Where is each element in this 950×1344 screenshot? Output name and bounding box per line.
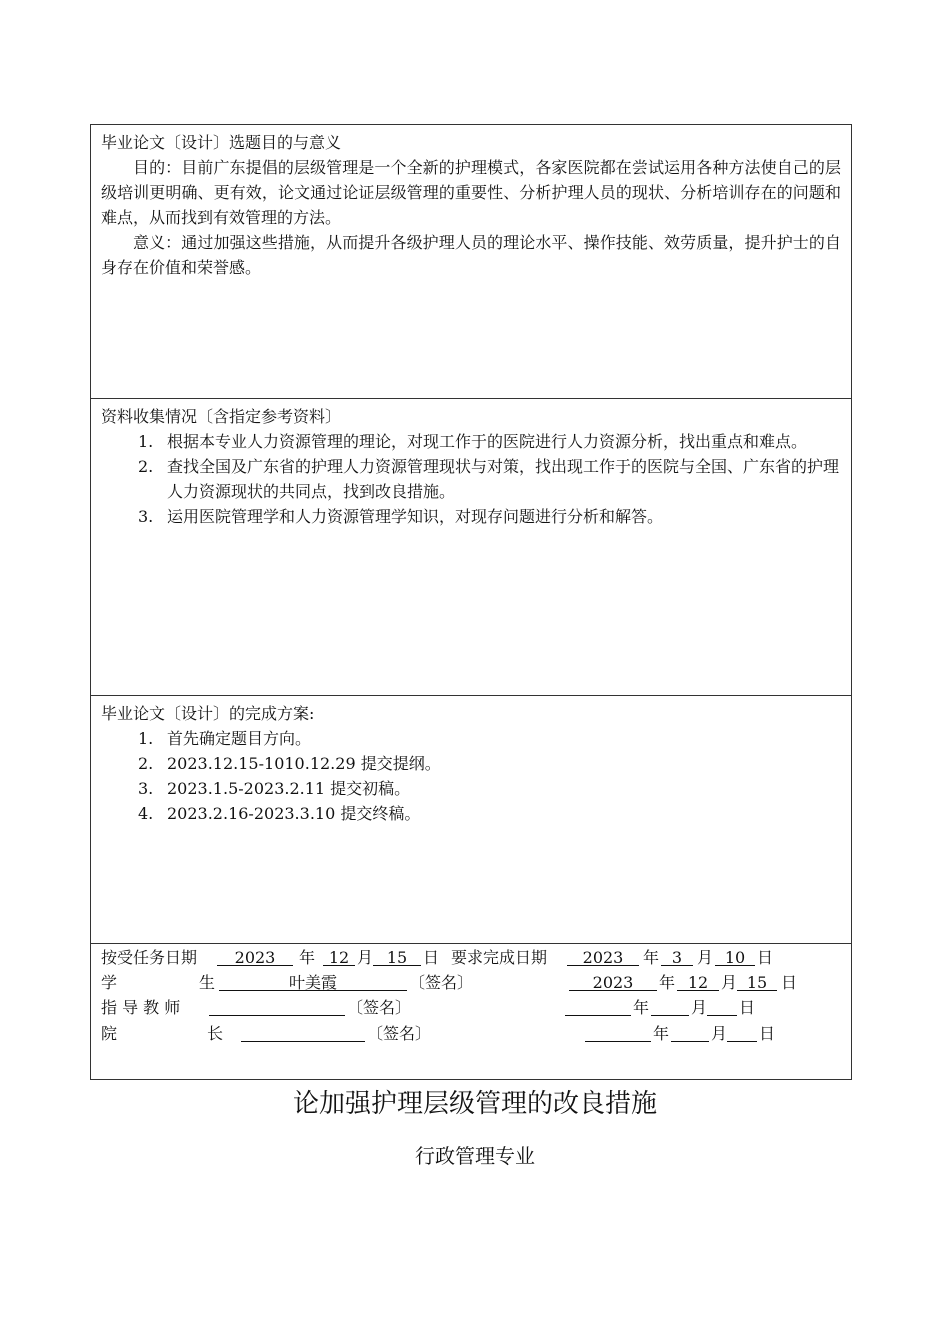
task-date-label: 按受任务日期 bbox=[101, 948, 198, 967]
student-row bbox=[101, 970, 841, 995]
year-unit: 年 bbox=[643, 948, 660, 967]
year-unit: 年 bbox=[299, 948, 316, 967]
list-item bbox=[101, 751, 841, 776]
task-year-field[interactable]: 2023 bbox=[217, 945, 293, 966]
significance-paragraph: 意义：通过加强这些措施，从而提升各级护理人员的理论水平、操作技能、效劳质量，提升护士的自身存在价值和荣誉感。 bbox=[101, 233, 841, 277]
list-text: 根据本专业人力资源管理的理论，对现工作于的医院进行人力资源分析，找出重点和难点。 bbox=[167, 432, 808, 451]
task-day-field[interactable]: 15 bbox=[373, 945, 421, 966]
year-unit: 年 bbox=[653, 1024, 670, 1043]
paper-title: 论加强护理层级管理的改良措施 bbox=[292, 1089, 657, 1119]
list-item bbox=[101, 776, 841, 801]
dean-label-first: 院 bbox=[101, 1024, 118, 1043]
due-year-field[interactable]: 2023 bbox=[567, 945, 639, 966]
day-unit: 日 bbox=[757, 948, 774, 967]
list-item bbox=[101, 504, 841, 529]
list-text: 2023.12.15-1010.12.29 提交提纲。 bbox=[167, 754, 441, 773]
list-number: 2. bbox=[138, 754, 154, 773]
day-unit: 日 bbox=[739, 998, 756, 1017]
dean-label-second: 长 bbox=[207, 1024, 224, 1043]
student-day-field[interactable]: 15 bbox=[737, 970, 777, 991]
day-unit: 日 bbox=[781, 973, 798, 992]
dean-row bbox=[101, 1021, 841, 1046]
signature-hint: 〔签名〕 bbox=[347, 998, 412, 1017]
list-number: 4. bbox=[138, 804, 154, 823]
advisor-signature-field[interactable] bbox=[209, 995, 345, 1016]
month-unit: 月 bbox=[357, 948, 374, 967]
list-item bbox=[101, 801, 841, 826]
plan-list bbox=[101, 726, 841, 826]
dean-year-field[interactable] bbox=[585, 1021, 651, 1042]
year-unit: 年 bbox=[633, 998, 650, 1017]
list-text: 2023.2.16-2023.3.10 提交终稿。 bbox=[167, 804, 421, 823]
materials-list bbox=[101, 429, 841, 529]
due-date-label: 要求完成日期 bbox=[451, 948, 548, 967]
signature-hint: 〔签名〕 bbox=[367, 1024, 432, 1043]
day-unit: 日 bbox=[423, 948, 440, 967]
section-heading: 资料收集情况〔含指定参考资料〕 bbox=[101, 407, 342, 426]
list-number: 1. bbox=[138, 432, 154, 451]
month-unit: 月 bbox=[711, 1024, 728, 1043]
purpose-significance-section bbox=[91, 125, 851, 398]
signature-hint: 〔签名〕 bbox=[409, 973, 474, 992]
task-month-field[interactable]: 12 bbox=[323, 945, 355, 966]
purpose-paragraph: 目的：目前广东提倡的层级管理是一个全新的护理模式，各家医院都在尝试运用各种方法使自己的层级培训更明确、更有效，论文通过论证层级管理的重要性、分析护理人员的现状、分析培训存在的问题和难点，从而找到有效管理的方法。 bbox=[101, 158, 841, 227]
list-number: 3. bbox=[138, 779, 154, 798]
year-unit: 年 bbox=[659, 973, 676, 992]
list-text: 查找全国及广东省的护理人力资源管理现状与对策，找出现工作于的医院与全国、广东省的护理人力资源现状的共同点，找到改良措施。 bbox=[167, 457, 840, 501]
list-text: 首先确定题目方向。 bbox=[167, 729, 312, 748]
day-unit: 日 bbox=[759, 1024, 776, 1043]
student-year-field[interactable]: 2023 bbox=[569, 970, 657, 991]
list-item bbox=[101, 454, 841, 504]
section-heading: 毕业论文〔设计〕选题目的与意义 bbox=[101, 133, 342, 152]
list-number: 1. bbox=[138, 729, 154, 748]
dean-signature-field[interactable] bbox=[241, 1021, 365, 1042]
due-day-field[interactable]: 10 bbox=[715, 945, 755, 966]
list-number: 3. bbox=[138, 507, 154, 526]
section-heading: 毕业论文〔设计〕的完成方案: bbox=[101, 704, 315, 723]
advisor-year-field[interactable] bbox=[565, 995, 631, 1016]
advisor-day-field[interactable] bbox=[707, 995, 737, 1016]
student-month-field[interactable]: 12 bbox=[677, 970, 719, 991]
dean-day-field[interactable] bbox=[727, 1021, 757, 1042]
advisor-label: 指 导 教 师 bbox=[101, 998, 181, 1017]
due-month-field[interactable]: 3 bbox=[661, 945, 693, 966]
list-item bbox=[101, 726, 841, 751]
month-unit: 月 bbox=[691, 998, 708, 1017]
student-name-field[interactable]: 叶美霞 bbox=[219, 970, 407, 991]
plan-section bbox=[91, 695, 851, 943]
student-label-second: 生 bbox=[199, 973, 216, 992]
materials-section bbox=[91, 398, 851, 695]
list-text: 运用医院管理学和人力资源管理学知识，对现存问题进行分析和解答。 bbox=[167, 507, 664, 526]
list-text: 2023.1.5-2023.2.11 提交初稿。 bbox=[167, 779, 411, 798]
advisor-row bbox=[101, 995, 841, 1020]
task-date-row bbox=[101, 945, 841, 970]
list-number: 2. bbox=[138, 457, 154, 476]
advisor-month-field[interactable] bbox=[651, 995, 689, 1016]
student-label-first: 学 bbox=[101, 973, 118, 992]
task-form-table bbox=[90, 124, 852, 1080]
signature-section bbox=[91, 943, 851, 1079]
month-unit: 月 bbox=[697, 948, 714, 967]
list-item bbox=[101, 429, 841, 454]
month-unit: 月 bbox=[721, 973, 738, 992]
dean-month-field[interactable] bbox=[671, 1021, 709, 1042]
paper-major: 行政管理专业 bbox=[415, 1144, 535, 1168]
